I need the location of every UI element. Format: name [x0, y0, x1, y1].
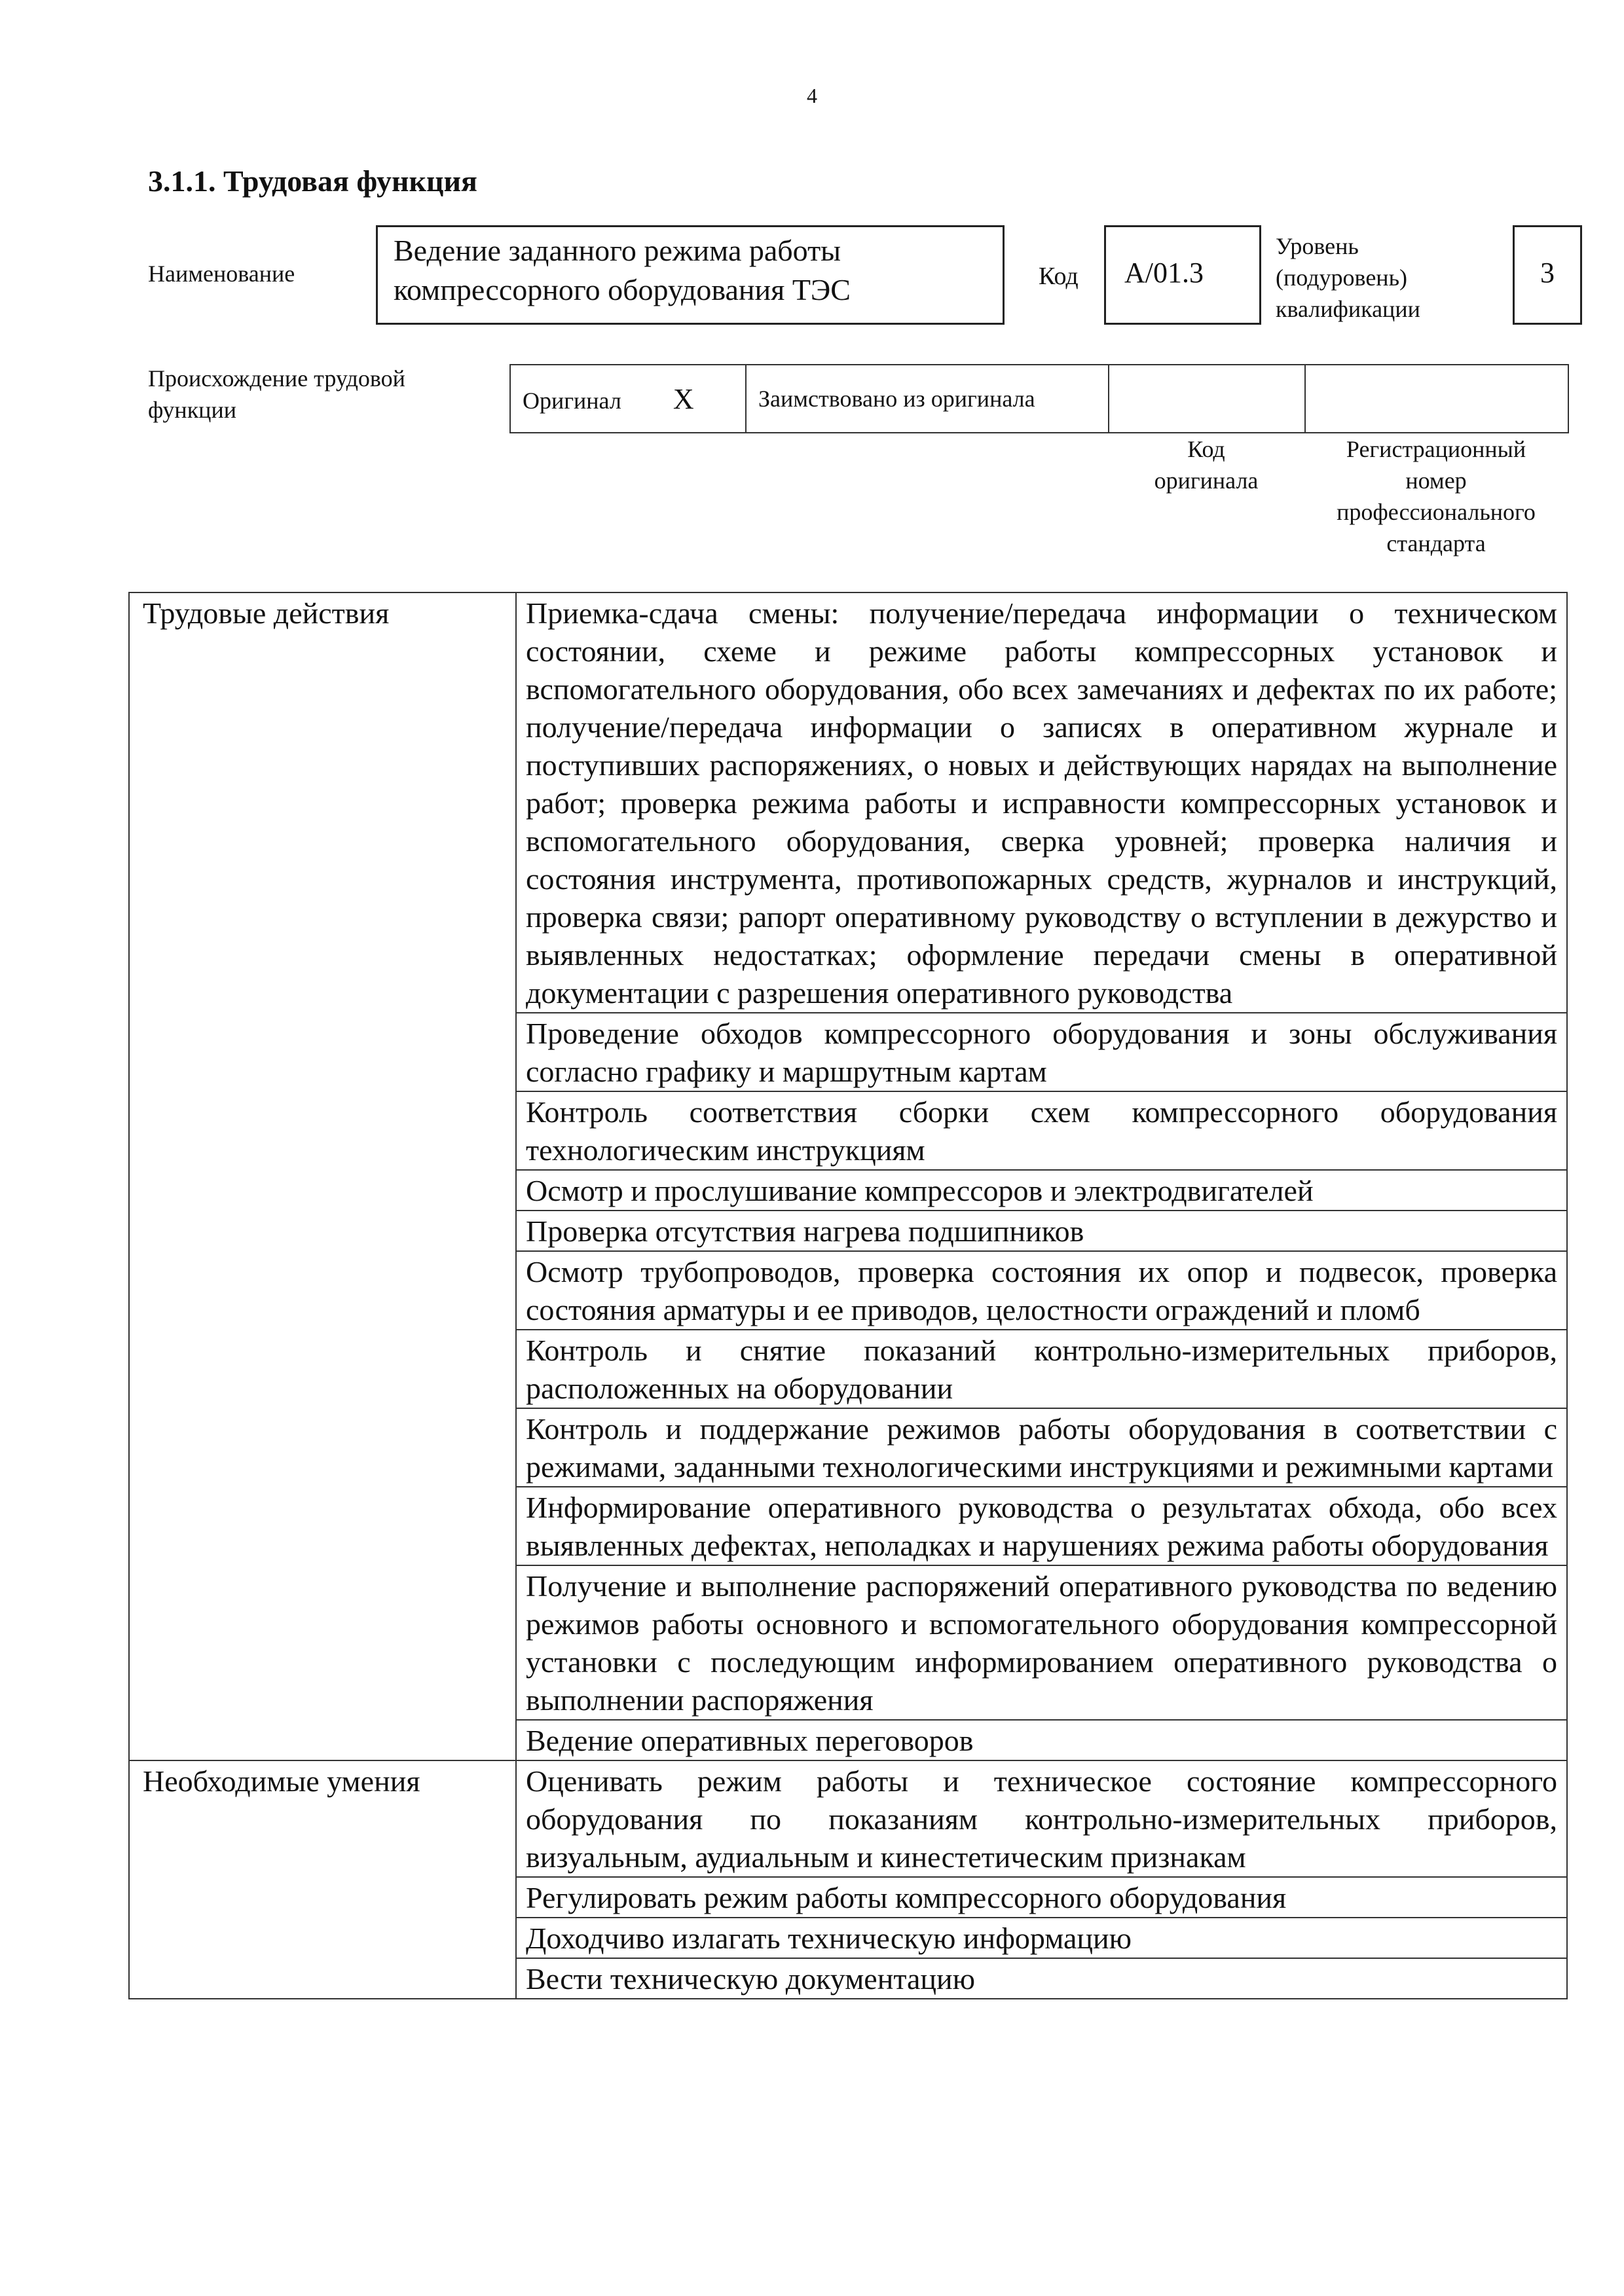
action-item: Проверка отсутствия нагрева подшипников — [516, 1211, 1567, 1251]
action-item: Контроль и поддержание режимов работы оборудования в соответствии с режимами, заданными технологическими инструкциями и режимными картами — [516, 1408, 1567, 1487]
action-item: Осмотр и прослушивание компрессоров и электродвигателей — [516, 1170, 1567, 1211]
original-code-caption — [1108, 433, 1304, 496]
actions-category: Трудовые действия — [129, 592, 516, 1760]
origin-label: Происхождение трудовой функции — [148, 365, 405, 423]
function-name-box: Ведение заданного режима работы компрессорного оборудования ТЭС — [376, 225, 1005, 325]
action-item: Проведение обходов компрессорного оборудования и зоны обслуживания согласно графику и маршрутным картам — [516, 1013, 1567, 1091]
action-item: Осмотр трубопроводов, проверка состояния их опор и подвесок, проверка состояния арматуры и ее приводов, целостности ограждений и пломб — [516, 1251, 1567, 1330]
level-label-line-3: квалификации — [1276, 296, 1420, 322]
action-item: Приемка-сдача смены: получение/передача информации о техническом состоянии, схеме и режиме работы компрессорных установок и вспомогательного оборудования, обо всех замечаниях и дефектах по их работе; получение/передача информации о записях в оперативном журнале и поступивших распоряжениях, о новых и действующих нарядах на выполнение работ; проверка режима работы и исправности компрессорных установок и вспомогательного оборудования, сверка уровней; проверка наличия и состояния инструмента, противопожарных средств, журналов и инструкций, проверка связи; рапорт оперативному руководству о вступлении в дежурство и выявленных недостатках; оформление передачи смены в оперативной документации с разрешения оперативного руководства — [516, 592, 1567, 1013]
action-item: Информирование оперативного руководства о результатах обхода, обо всех выявленных дефектах, неполадках и нарушениях режима работы оборудования — [516, 1487, 1567, 1565]
reg-caption-line-2: номер — [1405, 467, 1467, 494]
level-label — [1276, 230, 1420, 325]
skills-category: Необходимые умения — [129, 1760, 516, 1999]
function-code-box: А/01.3 — [1104, 225, 1261, 325]
origin-table — [509, 364, 1569, 433]
code-label: Код — [1039, 263, 1079, 290]
reg-caption-line-4: стандарта — [1386, 530, 1486, 556]
section-title: 3.1.1. Трудовая функция — [148, 164, 477, 198]
borrowed-label: Заимствовано из оригинала — [746, 365, 1109, 433]
original-label: Оригинал — [523, 387, 621, 414]
code-caption-line-2: оригинала — [1154, 467, 1259, 494]
action-item: Ведение оперативных переговоров — [516, 1720, 1567, 1760]
reg-caption-line-3: профессионального — [1337, 499, 1536, 525]
code-caption-line-1: Код — [1187, 436, 1225, 462]
level-label-line-2: (подуровень) — [1276, 264, 1407, 291]
qualification-level-box: 3 — [1513, 225, 1582, 325]
reg-caption-line-1: Регистрационный — [1346, 436, 1526, 462]
original-code-cell — [1109, 365, 1305, 433]
skill-item: Оценивать режим работы и техническое состояние компрессорного оборудования по показаниям контрольно-измерительных приборов, визуальным, аудиальным и кинестетическим признакам — [516, 1760, 1567, 1877]
page-number: 4 — [807, 84, 817, 107]
labor-function-table — [128, 592, 1568, 1999]
skill-item: Доходчиво излагать техническую информацию — [516, 1918, 1567, 1958]
action-item: Контроль и снятие показаний контрольно-измерительных приборов, расположенных на оборудовании — [516, 1330, 1567, 1408]
registration-number-caption — [1304, 433, 1568, 559]
origin-original-cell — [510, 365, 746, 433]
original-mark: X — [673, 382, 694, 415]
action-item: Получение и выполнение распоряжений оперативного руководства по ведению режимов работы основного и вспомогательного оборудования компрессорной установки с последующим информированием оперативного руководства о выполнении распоряжения — [516, 1565, 1567, 1720]
registration-number-cell — [1305, 365, 1568, 433]
level-label-line-1: Уровень — [1276, 233, 1359, 259]
name-label: Наименование — [148, 261, 295, 287]
action-item: Контроль соответствия сборки схем компрессорного оборудования технологическим инструкциям — [516, 1091, 1567, 1170]
skill-item: Регулировать режим работы компрессорного оборудования — [516, 1877, 1567, 1918]
skill-item: Вести техническую документацию — [516, 1958, 1567, 1999]
